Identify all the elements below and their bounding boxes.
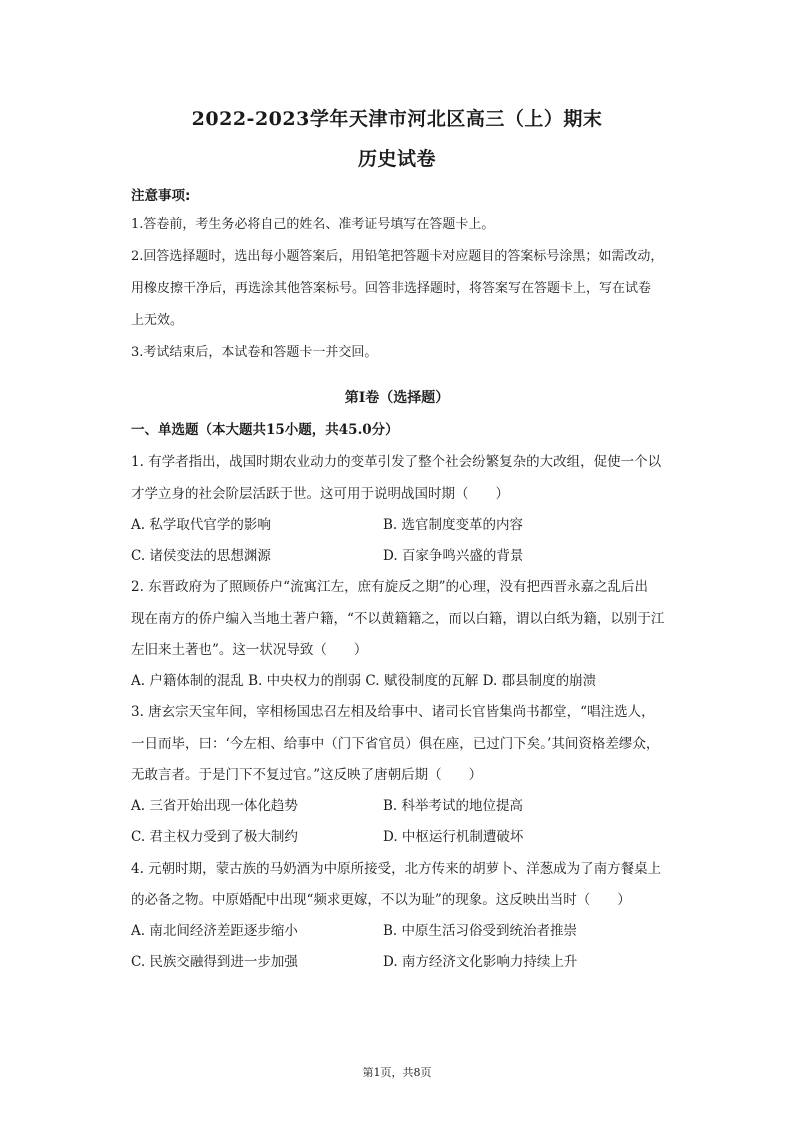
question-3-option-c[interactable]: C. 君主权力受到了极大制约 <box>131 829 298 845</box>
question-3-option-b[interactable]: B. 科举考试的地位提高 <box>383 798 524 814</box>
question-4-option-d[interactable]: D. 南方经济文化影响力持续上升 <box>383 954 578 970</box>
question-3-stem: 无敢言者。于是门下不复过官。”这反映了唐朝后期（ ） <box>131 767 483 783</box>
part-heading: 一、单选题（本大题共15小题，共45.0分） <box>131 422 399 438</box>
question-2-stem: 左旧来土著也”。这一状况导致（ ） <box>131 642 368 658</box>
exam-subtitle: 历史试卷 <box>357 148 436 170</box>
question-4-option-c[interactable]: C. 民族交融得到进一步加强 <box>131 954 298 970</box>
question-1-stem: 1. 有学者指出，战国时期农业动力的变革引发了整个社会纷繁复杂的大改组，促使一个以 <box>131 454 662 470</box>
question-3-option-a[interactable]: A. 三省开始出现一体化趋势 <box>131 798 298 814</box>
question-4-option-b[interactable]: B. 中原生活习俗受到统治者推崇 <box>383 923 578 939</box>
question-3-option-d[interactable]: D. 中枢运行机制遭破坏 <box>383 829 524 845</box>
notice-line: 上无效。 <box>131 313 184 328</box>
question-4-stem: 的必备之物。中原婚配中出现“频求更嫁，不以为耻”的现象。这反映出当时（ ） <box>131 892 631 908</box>
question-1-option-a[interactable]: A. 私学取代官学的影响 <box>131 517 271 533</box>
exam-title: 2022-2023学年天津市河北区高三（上）期末 <box>191 108 603 130</box>
notice-line: 用橡皮擦干净后，再选涂其他答案标号。回答非选择题时，将答案写在答题卡上，写在试卷 <box>131 281 652 296</box>
question-1-stem: 才学立身的社会阶层活跃于世。这可用于说明战国时期（ ） <box>131 486 509 502</box>
notice-line: 2.回答选择题时，选出每小题答案后，用铅笔把答题卡对应题目的答案标号涂黑；如需改动， <box>131 249 664 264</box>
question-2-stem: 现在南方的侨户编入当地土著户籍，“不以黄籍籍之，而以白籍，谓以白纸为籍，以别于江 <box>131 611 665 627</box>
question-3-stem: 3. 唐玄宗天宝年间，宰相杨国忠召左相及给事中、诸司长官皆集尚书都堂，“唱注选人， <box>131 704 655 720</box>
page-footer: 第1页，共8页 <box>362 1066 432 1079</box>
question-4-option-a[interactable]: A. 南北间经济差距逐步缩小 <box>131 923 298 939</box>
question-2-stem: 2. 东晋政府为了照顾侨户“流寓江左，庶有旋反之期”的心理，没有把西晋永嘉之乱后出 <box>131 579 648 595</box>
question-1-option-d[interactable]: D. 百家争鸣兴盛的背景 <box>383 548 524 564</box>
notice-heading: 注意事项: <box>131 188 191 204</box>
section-title: 第Ⅰ卷（选择题） <box>344 390 450 406</box>
question-1-option-b[interactable]: B. 选官制度变革的内容 <box>383 517 524 533</box>
question-3-stem: 一日而毕，曰：‘今左相、给事中（门下省官员）俱在座，已过门下矣。’其间资格差缪众， <box>131 736 660 752</box>
question-4-stem: 4. 元朝时期，蒙古族的马奶酒为中原所接受，北方传来的胡萝卜、洋葱成为了南方餐桌上 <box>131 861 662 877</box>
notice-line: 1.答卷前，考生务必将自己的姓名、准考证号填写在答题卡上。 <box>131 217 495 232</box>
question-2-options[interactable]: A. 户籍体制的混乱 B. 中央权力的削弱 C. 赋役制度的瓦解 D. 郡县制度的崩溃 <box>131 673 597 689</box>
notice-line: 3.考试结束后，本试卷和答题卡一并交回。 <box>131 345 378 360</box>
question-1-option-c[interactable]: C. 诸侯变法的思想渊源 <box>131 548 271 564</box>
